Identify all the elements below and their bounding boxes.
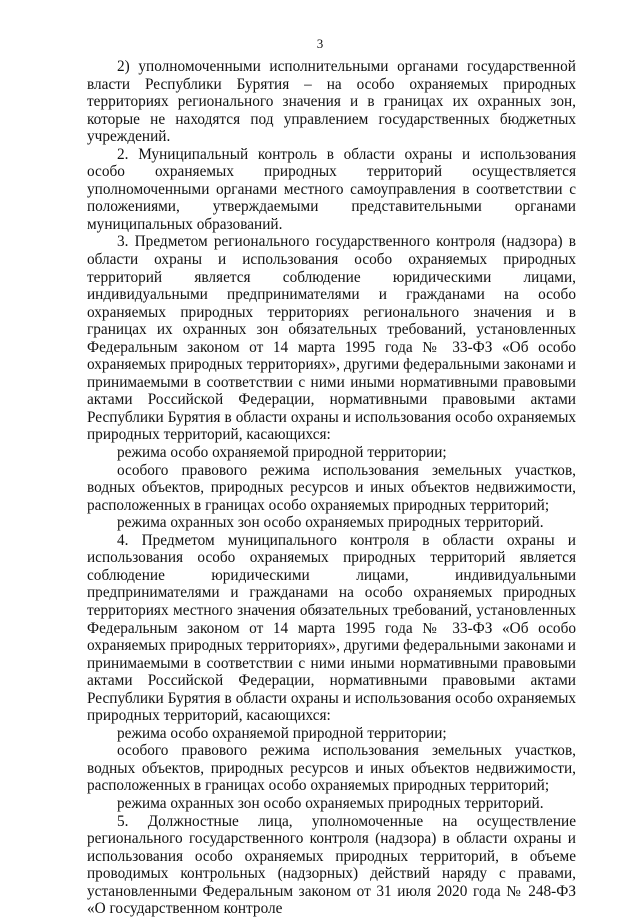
- paragraph-2-subitem-2: 2) уполномоченными исполнительными органами государственной власти Республики Бурятия – на особо охраняемых природных территориях регионального значения и в границах их охранных зон, которые не находятся под управлением государственных бюджетных учреждений.: [87, 58, 576, 146]
- document-body: [87, 58, 576, 918]
- paragraph-2-municipal-control: 2. Муниципальный контроль в области охраны и использования особо охраняемых природных территорий осуществляется уполномоченными органами местного самоуправления в соответствии с положениями, утверждаемыми представительными органами муниципальных образований.: [87, 145, 576, 233]
- list-item-protection-zones-regime: режима охранных зон особо охраняемых природных территорий.: [117, 514, 544, 532]
- list-item-land-use-regime: особого правового режима использования земельных участков, водных объектов, природных ресурсов и иных объектов недвижимости, расположенных в границах особо охраняемых природных территорий;: [87, 461, 576, 514]
- list-item-protection-zones-regime: режима охранных зон особо охраняемых природных территорий.: [117, 794, 544, 812]
- list-item-territory-regime: режима особо охраняемой природной территории;: [117, 444, 447, 462]
- list-item-land-use-regime: особого правового режима использования земельных участков, водных объектов, природных ресурсов и иных объектов недвижимости, расположенных в границах особо охраняемых природных территорий;: [87, 742, 576, 795]
- paragraph-3-regional-control-subject: 3. Предметом регионального государственного контроля (надзора) в области охраны и использования особо охраняемых природных территорий является соблюдение юридическими лицами, индивидуальными предпринимателями и гражданами на особо охраняемых природных территориях регионального значения и в границах их охранных зон обязательных требований, установленных Федеральным законом от 14 марта 1995 года № 33-ФЗ «Об особо охраняемых природных территориях», другими федеральными законами и принимаемыми в соответствии с ними иными нормативными правовыми актами Российской Федерации, нормативными правовыми актами Республики Бурятия в области охраны и использования особо охраняемых природных территорий, касающихся:: [87, 233, 576, 444]
- paragraph-5-officials-rights: 5. Должностные лица, уполномоченные на осуществление регионального государственного контроля (надзора) в области охраны и использования особо охраняемых природных территорий, в объеме проводимых контрольных (надзорных) действий наряду с правами, установленными Федеральным законом от 31 июля 2020 года № 248-ФЗ «О государственном контроле: [87, 812, 576, 918]
- list-item-territory-regime: режима особо охраняемой природной территории;: [117, 724, 447, 742]
- page-number: 3: [316, 36, 324, 51]
- paragraph-4-municipal-control-subject: 4. Предметом муниципального контроля в области охраны и использования особо охраняемых природных территорий является соблюдение юридическими лицами, индивидуальными предпринимателями и гражданами на особо охраняемых природных территориях местного значения обязательных требований, установленных Федеральным законом от 14 марта 1995 года № 33-ФЗ «Об особо охраняемых природных территориях», другими федеральными законами и принимаемыми в соответствии с ними иными нормативными правовыми актами Российской Федерации, нормативными правовыми актами Республики Бурятия в области охраны и использования особо охраняемых природных территорий, касающихся:: [87, 531, 576, 725]
